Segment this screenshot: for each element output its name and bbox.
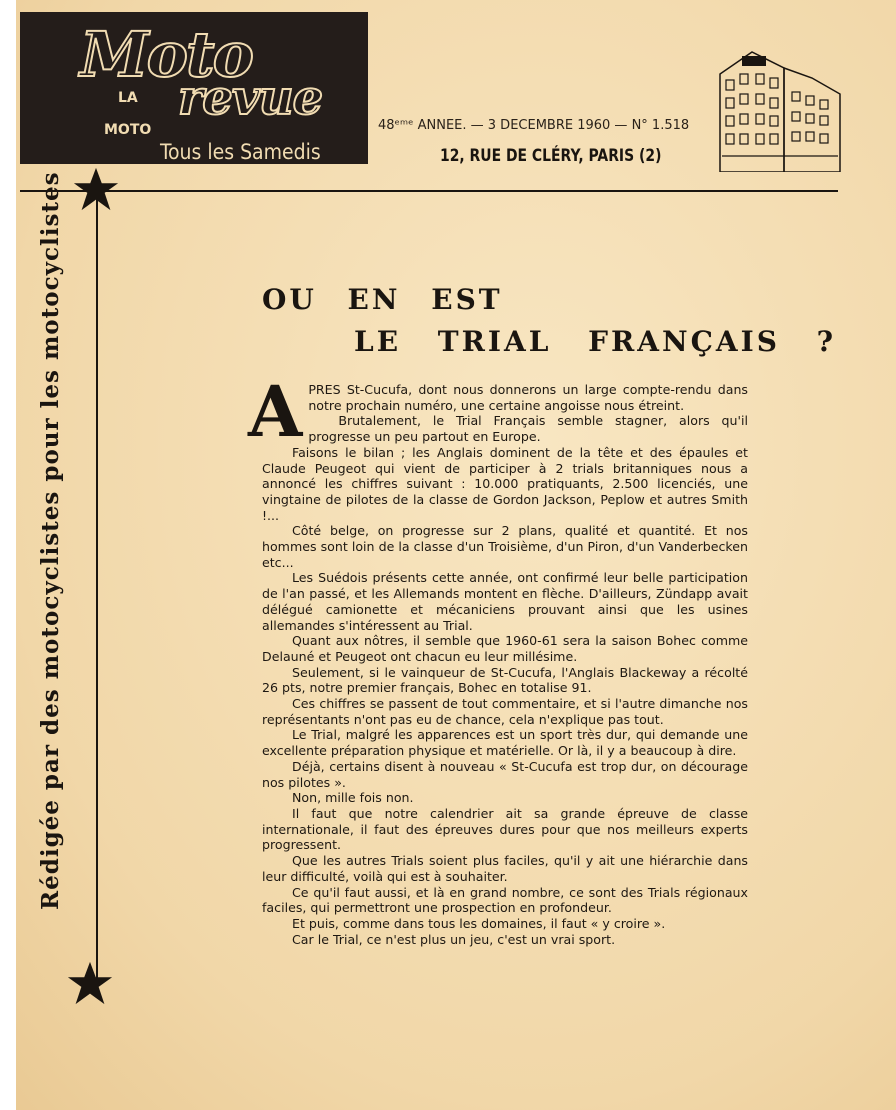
masthead-tagline: Tous les Samedis [160,140,321,164]
article-paragraph: Côté belge, on progresse sur 2 plans, qualité et quantité. Et nos hommes sont loin de la classe d'un Troisième, d'un Piron, d'un Vanderbecken etc... [262,523,748,570]
star-icon-top [72,166,120,214]
sidebar-rule [96,190,98,990]
article-paragraph: PRES St-Cucufa, dont nous donnerons un large compte-rendu dans notre prochain numéro, une certaine angoisse nous étreint. [308,382,748,413]
article-paragraph: Déjà, certains disent à nouveau « St-Cucufa est trop dur, on décourage nos pilotes ». [262,758,748,790]
article-paragraph: Et puis, comme dans tous les domaines, il faut « y croire ». [292,915,666,931]
article-body [248,370,748,947]
star-icon-bottom [66,960,114,1008]
building-illustration [712,44,844,172]
logo-la-text: LA [118,90,138,106]
article-paragraph: Ce qu'il faut aussi, et là en grand nombre, ce sont des Trials régionaux faciles, qui permettront une prospection en profondeur. [262,884,748,916]
article-paragraph: Brutalement, le Trial Français semble stagner, alors qu'il progresse un peu partout en Europe. [308,413,748,445]
article-paragraph: Ces chiffres se passent de tout commentaire, et si l'autre dimanche nos représentants n'ont pas eu de chance, cela n'explique pas tout. [262,696,748,727]
masthead-logo [20,12,368,164]
article-paragraph: Non, mille fois non. [292,790,414,806]
publisher-address: 12, RUE DE CLÉRY, PARIS (2) [440,146,662,166]
article-paragraph: Quant aux nôtres, il semble que 1960-61 sera la saison Bohec comme Delauné et Peugeot ont chacun eu leur millésime. [262,633,748,664]
sidebar-slogan: Rédigée par des motocyclistes pour les motocyclistes [37,171,64,910]
logo-revue-text: revue [178,70,323,126]
article-paragraph: Faisons le bilan ; les Anglais dominent de la tête et des épaules et Claude Peugeot qui vient de participer à 2 trials britanniques nous a annoncé les chiffres suivant : 10.000 pratiquants, 2.500 licenciés, une vingtaine de pilotes de la classe de Gordon Jackson, Peplow et autres Smith !... [262,444,748,523]
header-rule [20,190,838,192]
article-paragraph: Il faut que notre calendrier ait sa grande épreuve de classe internationale, il faut des épreuves dures pour que nos meilleurs experts progressent. [262,805,748,853]
article-paragraph: Que les autres Trials soient plus faciles, qu'il y ait une hiérarchie dans leur difficulté, voilà qui est à souhaiter. [262,853,748,884]
logo-moto-small-text: MOTO [104,122,152,138]
article-paragraph: Seulement, si le vainqueur de St-Cucufa, l'Anglais Blackeway a récolté 26 pts, notre premier français, Bohec en totalise 91. [262,664,748,696]
article-title-line1: OU EN EST [262,283,503,316]
article-paragraph: Le Trial, malgré les apparences est un sport très dur, qui demande une excellente préparation physique et matérielle. Or là, il y a beaucoup à dire. [262,727,748,759]
issue-info: 48ᵉᵐᵉ ANNEE. — 3 DECEMBRE 1960 — N° 1.518 [378,118,690,133]
drop-cap: A [248,370,303,453]
article-title-line2: LE TRIAL FRANÇAIS ? [354,325,837,358]
logo-moto-text: Moto [80,18,252,91]
article-paragraph: Car le Trial, ce n'est plus un jeu, c'est un vrai sport. [292,931,616,947]
page-edge [0,0,16,1110]
article-paragraph: Les Suédois présents cette année, ont confirmé leur belle participation de l'an passé, et les Allemands montent en flèche. D'ailleurs, Zündapp avait délégué camionette et mécaniciens prouvant ainsi que les usines allemandes s'intéressent au Trial. [262,570,748,633]
